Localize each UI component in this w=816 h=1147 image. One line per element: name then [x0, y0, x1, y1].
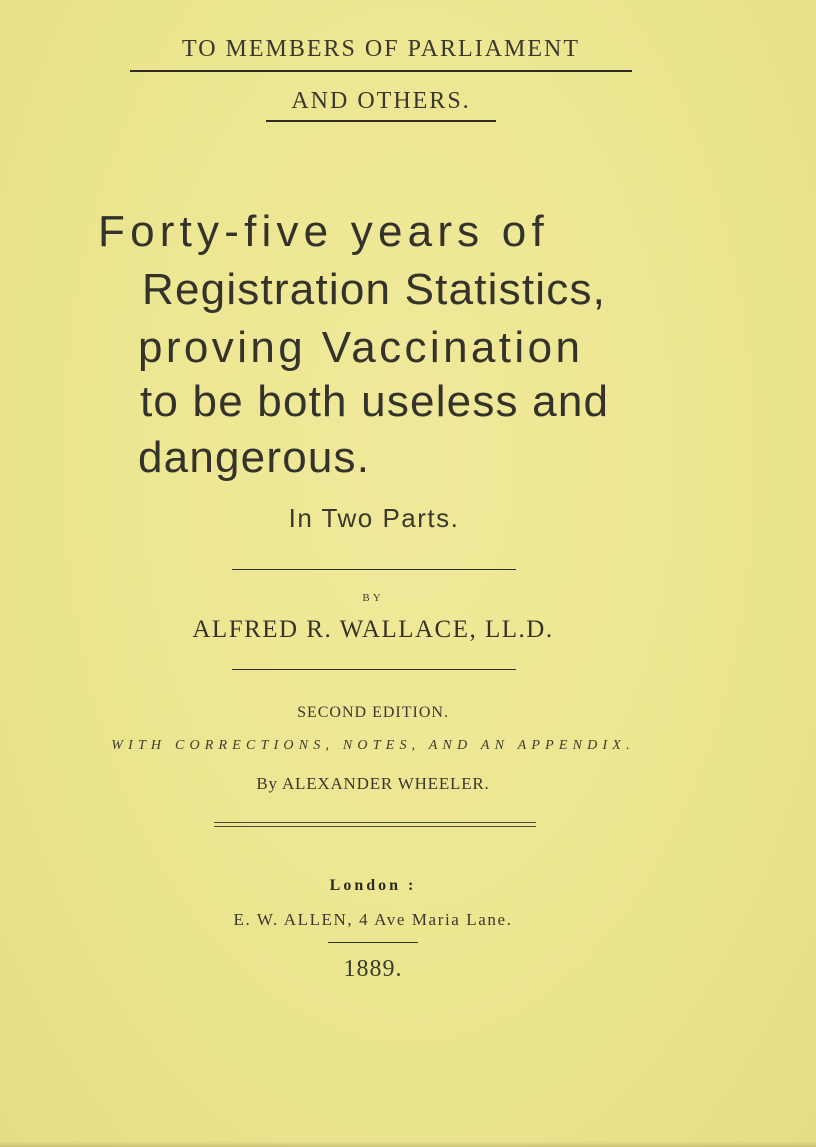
subtitle-parts: In Two Parts. — [288, 503, 460, 533]
dedication-rule-1 — [130, 70, 632, 72]
dedication-line-1: TO MEMBERS OF PARLIAMENT — [181, 36, 581, 62]
divider-rule-2 — [232, 669, 516, 670]
title-line-2: Registration Statistics, — [142, 265, 607, 314]
imprint-publisher: E. W. ALLEN, 4 Ave Maria Lane. — [233, 910, 513, 929]
edition-editor: By ALEXANDER WHEELER. — [256, 774, 490, 793]
imprint-year: 1889. — [343, 956, 403, 982]
double-rule-bottom — [214, 826, 536, 827]
dedication-line-2: AND OTHERS. — [291, 88, 471, 114]
divider-rule-1 — [232, 569, 516, 570]
title-line-3: proving Vaccination — [138, 323, 584, 372]
title-line-4: to be both useless and — [140, 377, 610, 426]
edition-label: SECOND EDITION. — [297, 704, 449, 721]
byline-by: BY — [362, 592, 384, 604]
imprint-city: London : — [329, 877, 417, 894]
title-line-5: dangerous. — [138, 433, 371, 482]
dedication-rule-2 — [266, 120, 496, 122]
author-name: ALFRED R. WALLACE, LL.D. — [192, 616, 554, 643]
title-line-1: Forty-five years of — [98, 207, 549, 256]
imprint-rule — [328, 942, 418, 943]
double-rule-top — [214, 822, 536, 823]
edition-corrections: WITH CORRECTIONS, NOTES, AND AN APPENDIX. — [111, 738, 635, 753]
page-bottom-edge — [0, 1141, 816, 1147]
